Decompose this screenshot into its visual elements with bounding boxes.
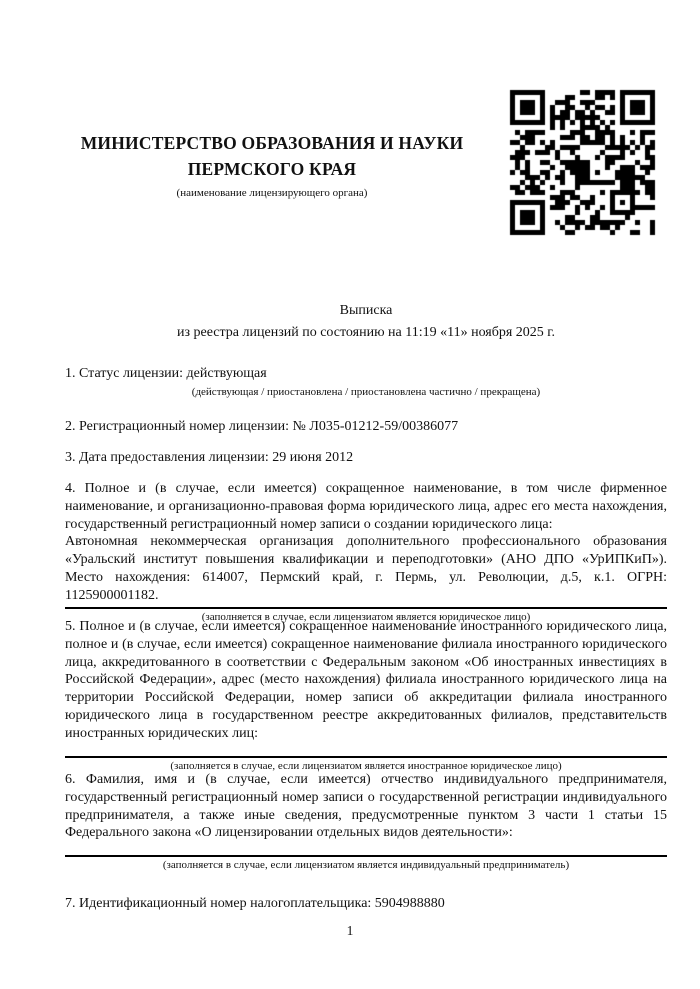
document-subtitle: из реестра лицензий по состоянию на 11:19 «11» ноября 2025 г. bbox=[177, 324, 555, 340]
page-number: 1 bbox=[346, 923, 354, 938]
item-entrepreneur-details bbox=[65, 771, 667, 872]
document-title: Выписка bbox=[339, 303, 393, 318]
item-taxpayer-number bbox=[65, 895, 667, 913]
foreign-entity-prompt: 5. Полное и (в случае, если имеется) сокращенное наименование иностранного юридического лица, полное и (в случае, если имеется) сокращенное наименование филиала иностранного юридического лица, аккредитованного в соответствии с Федеральным законом «Об иностранных инвестициях в Российской Федерации», адрес (место нахождения) филиала иностранного юридического лица на территории Российской Федерации, номер записи об аккредитации филиала иностранного юридического лица в государственном реестре аккредитованных филиалов, представительств иностранных юридических лиц: bbox=[65, 619, 667, 741]
license-status-text: 1. Статус лицензии: действующая bbox=[65, 366, 267, 381]
item-license-date bbox=[65, 449, 667, 467]
license-status-options-caption: (действующая / приостановлена / приостановлена частично / прекращена) bbox=[191, 385, 541, 398]
legal-entity-value: Автономная некоммерческая организация дополнительного профессионального образования «Уральский институт повышения квалификации и переподготовки» (АНО ДПО «УрИПКиП»). Место нахождения: 614007, Пермский край, г. Пермь, ул. Революции, д.5, к.1. ОГРН: 1125900001182. bbox=[65, 534, 667, 603]
foreign-entity-caption: (заполняется в случае, если лицензиатом является иностранное юридическое лицо) bbox=[170, 759, 562, 772]
legal-entity-caption: (заполняется в случае, если лицензиатом является юридическое лицо) bbox=[201, 610, 531, 623]
fill-line bbox=[65, 756, 667, 758]
entrepreneur-caption: (заполняется в случае, если лицензиатом является индивидуальный предприниматель) bbox=[162, 859, 570, 872]
item-legal-entity-details bbox=[65, 480, 667, 624]
item-foreign-entity-details bbox=[65, 618, 667, 773]
issuer-name-line1: МИНИСТЕРСТВО ОБРАЗОВАНИЯ И НАУКИ bbox=[80, 133, 464, 153]
issuer-header bbox=[60, 130, 484, 200]
fill-line bbox=[65, 607, 667, 609]
issuer-name-line2: ПЕРМСКОГО КРАЯ bbox=[187, 159, 357, 179]
fill-line bbox=[65, 855, 667, 857]
qr-code bbox=[505, 85, 660, 240]
item-license-number bbox=[65, 418, 667, 436]
taxpayer-number-text: 7. Идентификационный номер налогоплательщика: 5904988880 bbox=[65, 896, 445, 911]
entrepreneur-prompt: 6. Фамилия, имя и (в случае, если имеется) отчество индивидуального предпринимателя, государственный регистрационный номер записи о государственной регистрации индивидуального предпринимателя, а также иные сведения, предусмотренные пунктом 3 части 1 статьи 15 Федерального закона «О лицензировании отдельных видов деятельности»: bbox=[65, 772, 667, 841]
item-license-status bbox=[65, 365, 667, 399]
license-date-text: 3. Дата предоставления лицензии: 29 июня 2012 bbox=[65, 450, 354, 465]
issuer-caption: (наименование лицензирующего органа) bbox=[176, 187, 368, 199]
document-title-block bbox=[65, 300, 667, 343]
license-number-text: 2. Регистрационный номер лицензии: № Л035-01212-59/00386077 bbox=[65, 419, 459, 434]
legal-entity-prompt: 4. Полное и (в случае, если имеется) сокращенное наименование, в том числе фирменное наименование, и организационно-правовая форма юридического лица, адрес его места нахождения, государственный регистрационный номер записи о создании юридического лица: bbox=[65, 481, 667, 532]
